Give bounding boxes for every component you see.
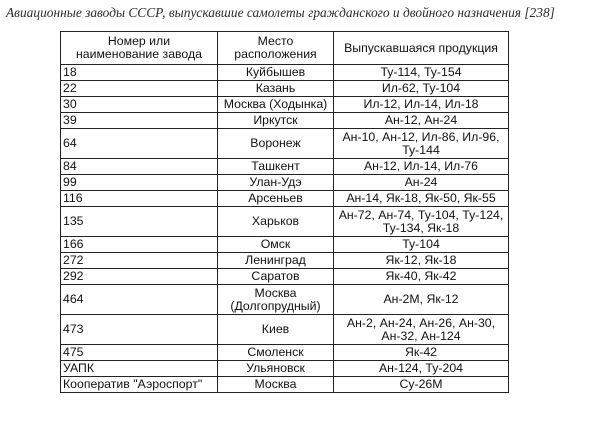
cell-location (218, 315, 334, 345)
cell-products (334, 113, 509, 129)
cell-products-line: Ан-124, Ту-204 (378, 361, 464, 375)
cell-location (218, 285, 334, 315)
table-row (61, 159, 509, 175)
table-row (61, 191, 509, 207)
cell-factory-number: 116 (61, 191, 218, 207)
cell-factory-number: 464 (61, 285, 218, 315)
cell-location (218, 345, 334, 361)
table-row (61, 207, 509, 237)
cell-products-line: Ан-2М, Як-12 (383, 292, 459, 306)
cell-location (218, 159, 334, 175)
cell-products (334, 65, 509, 81)
cell-products-line: Ан-12, Ан-24 (384, 113, 458, 127)
cell-factory-number: 22 (61, 81, 218, 97)
cell-factory-number: 64 (61, 129, 218, 159)
table-row (61, 285, 509, 315)
table-row (61, 253, 509, 269)
cell-products (334, 315, 509, 345)
cell-factory-number: Кооператив "Аэроспорт" (61, 377, 218, 393)
cell-products-line: Ил-12, Ил-14, Ил-18 (363, 97, 479, 111)
cell-products-line: Ту-114, Ту-154 (380, 65, 462, 79)
cell-products (334, 253, 509, 269)
cell-products (334, 175, 509, 191)
header-location (218, 32, 334, 65)
cell-location-line: Воронеж (250, 136, 301, 150)
cell-location-line: Москва (Ходынка) (223, 97, 328, 111)
table-row (61, 175, 509, 191)
cell-products-line: Ан-32, Ан-124 (381, 328, 461, 343)
cell-products (334, 361, 509, 377)
table-row (61, 113, 509, 129)
cell-location (218, 129, 334, 159)
table-row (61, 65, 509, 81)
cell-location-line: Куйбышев (245, 65, 306, 79)
cell-location-line: Иркутск (253, 113, 298, 127)
table-row (61, 345, 509, 361)
cell-factory-number: 292 (61, 269, 218, 285)
cell-products-line: Ту-134, Як-18 (382, 220, 460, 235)
table-row (61, 237, 509, 253)
header-row (61, 32, 509, 65)
cell-location-line: Москва (254, 377, 297, 391)
cell-factory-number: 475 (61, 345, 218, 361)
cell-products-line: Ан-72, Ан-74, Ту-104, Ту-124, (338, 207, 504, 222)
cell-location-line: Арсеньев (248, 191, 303, 205)
cell-location (218, 81, 334, 97)
cell-location (218, 65, 334, 81)
cell-location-line: Улан-Удэ (249, 175, 302, 189)
cell-products (334, 97, 509, 113)
cell-products (334, 237, 509, 253)
table-row (61, 269, 509, 285)
cell-location (218, 253, 334, 269)
cell-products (334, 129, 509, 159)
cell-products (334, 159, 509, 175)
cell-factory-number: 84 (61, 159, 218, 175)
cell-location (218, 191, 334, 207)
cell-products-line: Ан-2, Ан-24, Ан-26, Ан-30, (346, 315, 496, 330)
cell-location (218, 97, 334, 113)
cell-products-line: Ан-24 (404, 175, 438, 189)
cell-location-line: Омск (260, 237, 291, 251)
cell-products-line: Як-40, Як-42 (385, 269, 457, 283)
cell-factory-number: 166 (61, 237, 218, 253)
cell-products-line: Як-42 (404, 345, 438, 359)
cell-products-line: Ту-104 (402, 237, 440, 251)
cell-products-line: Ан-12, Ил-14, Ил-76 (363, 159, 478, 173)
cell-location (218, 377, 334, 393)
cell-location (218, 207, 334, 237)
table-body (61, 65, 509, 393)
cell-location-line: Киев (261, 322, 290, 336)
cell-location (218, 269, 334, 285)
cell-products-line: Ту-144 (402, 142, 440, 157)
table-row (61, 97, 509, 113)
cell-products (334, 191, 509, 207)
cell-factory-number: УАПК (61, 361, 218, 377)
table-row (61, 81, 509, 97)
cell-location-line: Ленинград (245, 253, 306, 267)
aircraft-factories-table (60, 31, 509, 393)
header-factory-number (61, 32, 218, 65)
cell-products-line: Ан-10, Ан-12, Ил-86, Ил-96, (342, 129, 500, 144)
cell-factory-number: 135 (61, 207, 218, 237)
cell-location-line: Саратов (251, 269, 300, 283)
cell-factory-number: 18 (61, 65, 218, 81)
cell-products (334, 345, 509, 361)
cell-products-line: Як-12, Як-18 (385, 253, 457, 267)
cell-products-line: Ан-14, Як-18, Як-50, Як-55 (346, 191, 496, 205)
header-factory-number-line2: наименование завода (75, 47, 203, 61)
table-caption: Авиационные заводы СССР, выпускавшие самолеты гражданского и двойного назначения [238] (6, 5, 555, 20)
cell-location-line: Харьков (251, 214, 300, 228)
cell-products (334, 207, 509, 237)
cell-products-line: Ил-62, Ту-104 (381, 81, 461, 95)
cell-location-line: Москва (254, 285, 297, 300)
cell-factory-number: 272 (61, 253, 218, 269)
cell-factory-number: 99 (61, 175, 218, 191)
cell-location (218, 175, 334, 191)
header-location-line2: расположения (234, 47, 317, 61)
cell-location-line: Ульяновск (246, 361, 305, 375)
table-row (61, 361, 509, 377)
cell-location (218, 361, 334, 377)
cell-products (334, 81, 509, 97)
cell-products (334, 269, 509, 285)
cell-factory-number: 39 (61, 113, 218, 129)
cell-products-line: Су-26М (399, 377, 443, 391)
cell-factory-number: 30 (61, 97, 218, 113)
cell-location-line: Смоленск (247, 345, 304, 359)
cell-location (218, 237, 334, 253)
cell-location-line: Ташкент (251, 159, 300, 173)
cell-products (334, 377, 509, 393)
cell-factory-number: 473 (61, 315, 218, 345)
table-row (61, 129, 509, 159)
table-row (61, 315, 509, 345)
header-factory-number-line1: Номер или (107, 34, 171, 48)
table-row (61, 377, 509, 393)
header-products: Выпускавшаяся продукция (334, 32, 509, 65)
cell-location (218, 113, 334, 129)
cell-location-line: Казань (255, 81, 296, 95)
cell-products (334, 285, 509, 315)
cell-location-line: (Долгопрудный) (230, 298, 321, 313)
header-location-line1: Место (257, 34, 294, 48)
